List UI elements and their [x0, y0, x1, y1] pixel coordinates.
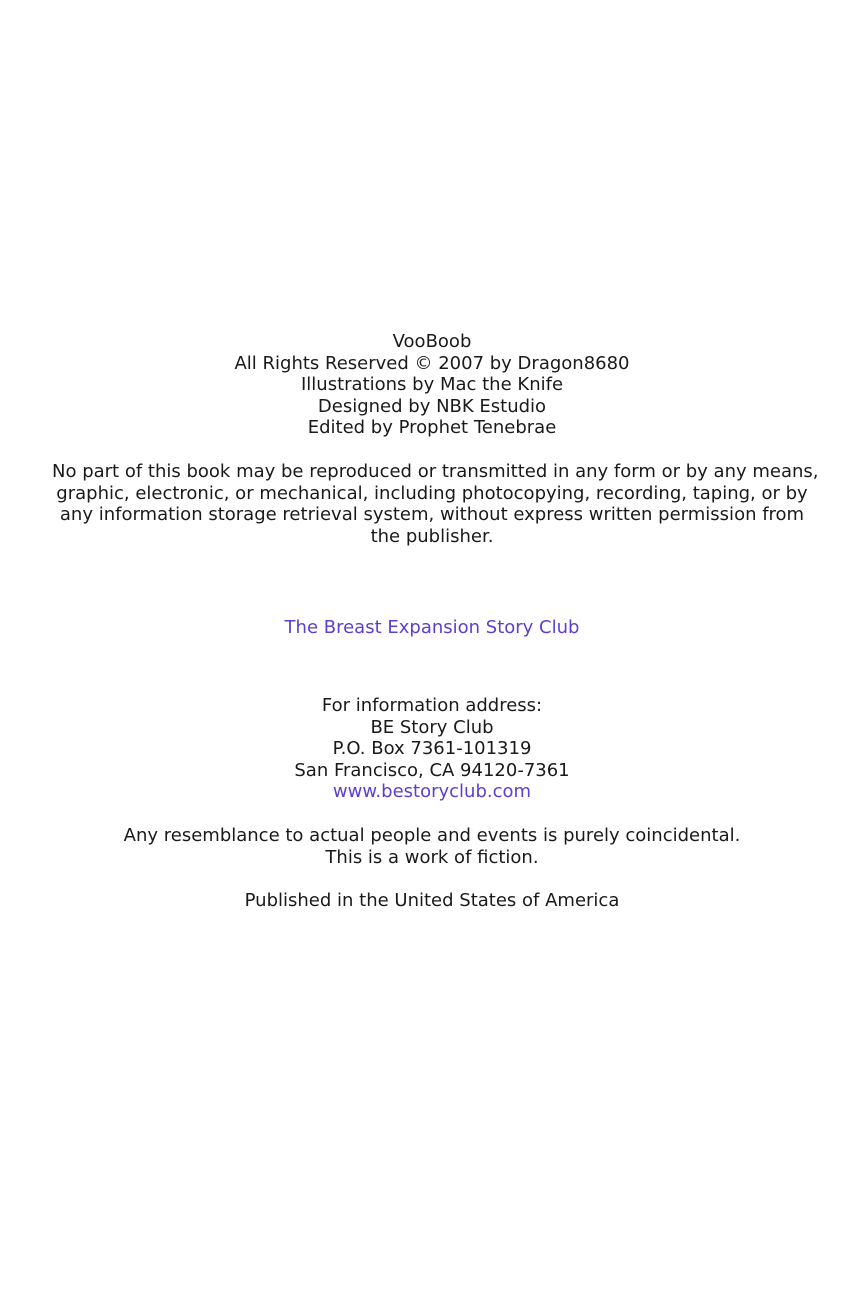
- address-website-line: [0, 781, 864, 803]
- address-city: San Francisco, CA 94120-7361: [294, 759, 570, 781]
- disclaimer-line-2: This is a work of fiction.: [325, 846, 539, 868]
- notice-line: No part of this book may be reproduced or transmitted in any form or by any means,: [52, 460, 819, 482]
- credits-block: [0, 331, 864, 439]
- illustrations-credit: Illustrations by Mac the Knife: [300, 374, 564, 396]
- disclaimer-line-1: Any resemblance to actual people and events is purely coincidental.: [123, 824, 741, 846]
- address-heading: For information address:: [321, 694, 543, 716]
- club-link[interactable]: The Breast Expansion Story Club: [284, 617, 580, 639]
- copyright-notice: [0, 461, 864, 547]
- address-name: BE Story Club: [370, 716, 494, 738]
- address-block: [0, 695, 864, 803]
- published-block: [0, 890, 864, 912]
- editor-credit: Edited by Prophet Tenebrae: [307, 417, 557, 439]
- website-link[interactable]: www.bestoryclub.com: [332, 781, 532, 803]
- notice-line: any information storage retrieval system, without express written permission from: [59, 504, 805, 526]
- address-po-box: P.O. Box 7361-101319: [332, 738, 532, 760]
- published-line: Published in the United States of America: [244, 890, 620, 912]
- rights-line: All Rights Reserved © 2007 by Dragon8680: [234, 352, 630, 374]
- notice-line: the publisher.: [370, 525, 494, 547]
- copyright-page: [0, 331, 864, 912]
- book-title: VooBoob: [392, 331, 472, 352]
- disclaimer-block: [0, 825, 864, 868]
- notice-line: graphic, electronic, or mechanical, including photocopying, recording, taping, or by: [56, 482, 808, 504]
- design-credit: Designed by NBK Estudio: [317, 395, 547, 417]
